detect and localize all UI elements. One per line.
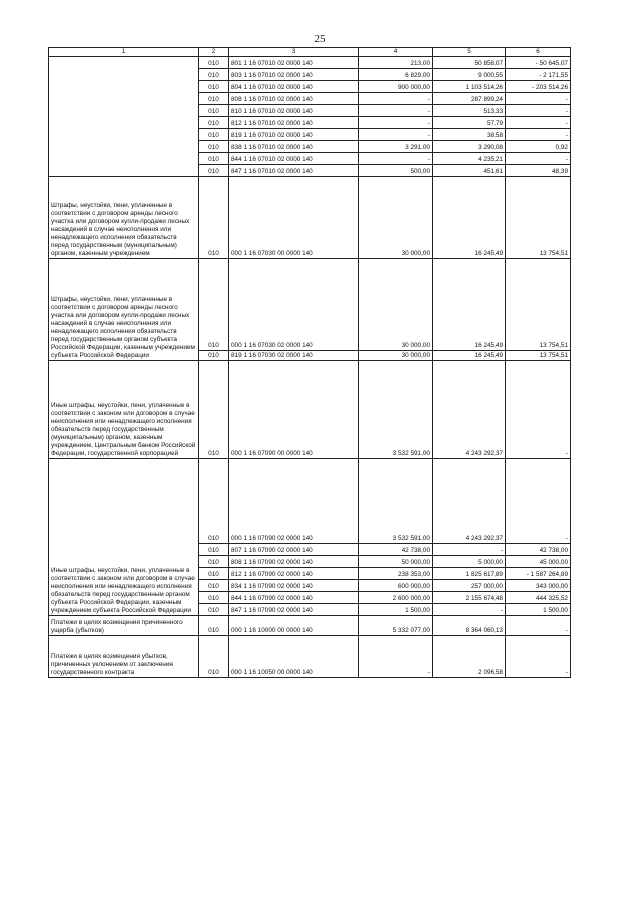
- unexecuted-amount-cell: - 50 645,07: [506, 57, 571, 69]
- budget-code-cell: 808 1 16 07090 02 0000 140: [229, 556, 359, 568]
- column-number-row: [49, 48, 571, 57]
- line-code-cell: 010: [199, 351, 229, 361]
- column-number-5: 5: [433, 48, 506, 57]
- approved-amount-cell: -: [359, 117, 433, 129]
- budget-code-cell: 000 1 16 07090 00 0000 140: [229, 361, 359, 459]
- unexecuted-amount-cell: -: [506, 117, 571, 129]
- unexecuted-amount-cell: 45 000,00: [506, 556, 571, 568]
- unexecuted-amount-cell: - 1 587 264,89: [506, 568, 571, 580]
- executed-amount-cell: 4 235,21: [433, 153, 506, 165]
- unexecuted-amount-cell: -: [506, 459, 571, 544]
- table-body: [49, 57, 571, 678]
- line-code-cell: 010: [199, 129, 229, 141]
- table-row: [49, 636, 571, 678]
- approved-amount-cell: 5 332 077,00: [359, 616, 433, 636]
- unexecuted-amount-cell: - 203 514,26: [506, 81, 571, 93]
- budget-code-cell: 812 1 16 07090 02 0000 140: [229, 568, 359, 580]
- budget-code-cell: 000 1 16 07090 02 0000 140: [229, 459, 359, 544]
- budget-code-cell: 819 1 16 07030 02 0000 140: [229, 351, 359, 361]
- executed-amount-cell: 8 364 060,13: [433, 616, 506, 636]
- column-number-1: 1: [49, 48, 199, 57]
- line-code-cell: 010: [199, 361, 229, 459]
- line-code-cell: 010: [199, 141, 229, 153]
- executed-amount-cell: 3 290,08: [433, 141, 506, 153]
- executed-amount-cell: 57,79: [433, 117, 506, 129]
- budget-code-cell: 819 1 16 07010 02 0000 140: [229, 129, 359, 141]
- approved-amount-cell: -: [359, 93, 433, 105]
- unexecuted-amount-cell: -: [506, 153, 571, 165]
- executed-amount-cell: 2 155 674,48: [433, 592, 506, 604]
- unexecuted-amount-cell: 1 500,00: [506, 604, 571, 616]
- unexecuted-amount-cell: 13 754,51: [506, 351, 571, 361]
- unexecuted-amount-cell: 48,39: [506, 165, 571, 177]
- executed-amount-cell: 257 000,00: [433, 580, 506, 592]
- executed-amount-cell: 287 899,24: [433, 93, 506, 105]
- line-code-cell: 010: [199, 81, 229, 93]
- executed-amount-cell: 16 245,49: [433, 177, 506, 259]
- budget-code-cell: 834 1 16 07090 02 0000 140: [229, 580, 359, 592]
- table-row: [49, 459, 571, 544]
- row-description: Платежи в целях возмещения причиненного ущерба (убытков): [49, 616, 199, 636]
- line-code-cell: 010: [199, 105, 229, 117]
- line-code-cell: 010: [199, 604, 229, 616]
- revenue-table: [48, 47, 571, 678]
- budget-code-cell: 847 1 16 07010 02 0000 140: [229, 165, 359, 177]
- unexecuted-amount-cell: 0,92: [506, 141, 571, 153]
- approved-amount-cell: 3 532 591,00: [359, 361, 433, 459]
- executed-amount-cell: -: [433, 544, 506, 556]
- executed-amount-cell: 1 103 514,26: [433, 81, 506, 93]
- unexecuted-amount-cell: -: [506, 636, 571, 678]
- executed-amount-cell: -: [433, 604, 506, 616]
- line-code-cell: 010: [199, 165, 229, 177]
- line-code-cell: 010: [199, 93, 229, 105]
- row-description: Штрафы, неустойки, пени, уплаченные в соответствии с договором аренды лесного участка или договором купли-продажи лесных насаждений в случае неисполнения или ненадлежащего исполнения обязательств перед государственным органом субъекта Российской Федерации, казенным учреждением субъекта Российской Федерации: [49, 259, 199, 361]
- unexecuted-amount-cell: -: [506, 93, 571, 105]
- budget-code-cell: 000 1 16 07030 02 0000 140: [229, 259, 359, 351]
- column-number-3: 3: [229, 48, 359, 57]
- approved-amount-cell: 42 738,00: [359, 544, 433, 556]
- budget-code-cell: 801 1 16 07010 02 0000 140: [229, 57, 359, 69]
- approved-amount-cell: -: [359, 105, 433, 117]
- budget-code-cell: 803 1 16 07010 02 0000 140: [229, 69, 359, 81]
- line-code-cell: 010: [199, 259, 229, 351]
- line-code-cell: 010: [199, 592, 229, 604]
- unexecuted-amount-cell: 343 000,00: [506, 580, 571, 592]
- approved-amount-cell: -: [359, 129, 433, 141]
- unexecuted-amount-cell: 13 754,51: [506, 177, 571, 259]
- budget-code-cell: 000 1 16 10050 00 0000 140: [229, 636, 359, 678]
- executed-amount-cell: 9 000,55: [433, 69, 506, 81]
- budget-code-cell: 838 1 16 07010 02 0000 140: [229, 141, 359, 153]
- page-number: 25: [314, 33, 326, 45]
- budget-code-cell: 847 1 16 07090 02 0000 140: [229, 604, 359, 616]
- line-code-cell: 010: [199, 153, 229, 165]
- executed-amount-cell: 5 000,00: [433, 556, 506, 568]
- approved-amount-cell: 3 291,00: [359, 141, 433, 153]
- approved-amount-cell: -: [359, 153, 433, 165]
- approved-amount-cell: 50 000,00: [359, 556, 433, 568]
- line-code-cell: 010: [199, 636, 229, 678]
- approved-amount-cell: 213,00: [359, 57, 433, 69]
- table-row: [49, 259, 571, 351]
- line-code-cell: 010: [199, 616, 229, 636]
- line-code-cell: 010: [199, 177, 229, 259]
- row-description: Иные штрафы, неустойки, пени, уплаченные в соответствии с законом или договором в случае неисполнения или ненадлежащего исполнения обязательств перед государственным (муниципальным) органом, казенным учреждением, Центральным банком Российской Федерации, государственной корпорацией: [49, 361, 199, 459]
- line-code-cell: 010: [199, 459, 229, 544]
- column-number-2: 2: [199, 48, 229, 57]
- column-number-4: 4: [359, 48, 433, 57]
- table-row: [49, 177, 571, 259]
- approved-amount-cell: 6 829,00: [359, 69, 433, 81]
- executed-amount-cell: 2 096,58: [433, 636, 506, 678]
- approved-amount-cell: -: [359, 636, 433, 678]
- executed-amount-cell: 16 245,49: [433, 351, 506, 361]
- line-code-cell: 010: [199, 57, 229, 69]
- approved-amount-cell: 1 500,00: [359, 604, 433, 616]
- line-code-cell: 010: [199, 568, 229, 580]
- executed-amount-cell: 38,58: [433, 129, 506, 141]
- budget-code-cell: 807 1 16 07090 02 0000 140: [229, 544, 359, 556]
- line-code-cell: 010: [199, 580, 229, 592]
- line-code-cell: 010: [199, 69, 229, 81]
- executed-amount-cell: 4 243 292,37: [433, 361, 506, 459]
- table-row: [49, 616, 571, 636]
- approved-amount-cell: 2 600 000,00: [359, 592, 433, 604]
- executed-amount-cell: 451,61: [433, 165, 506, 177]
- approved-amount-cell: 900 000,00: [359, 81, 433, 93]
- executed-amount-cell: 4 243 292,37: [433, 459, 506, 544]
- unexecuted-amount-cell: -: [506, 616, 571, 636]
- unexecuted-amount-cell: 444 325,52: [506, 592, 571, 604]
- row-description: Штрафы, неустойки, пени, уплаченные в соответствии с договором аренды лесного участка или договором купли-продажи лесных насаждений в случае неисполнения или ненадлежащего исполнения обязательств перед государственным (муниципальным) органом, казенным учреждением: [49, 177, 199, 259]
- table-row: [49, 57, 571, 69]
- table-row: [49, 361, 571, 459]
- column-number-6: 6: [506, 48, 571, 57]
- budget-code-cell: 808 1 16 07010 02 0000 140: [229, 93, 359, 105]
- approved-amount-cell: 600 000,00: [359, 580, 433, 592]
- unexecuted-amount-cell: 42 738,00: [506, 544, 571, 556]
- executed-amount-cell: 1 825 617,89: [433, 568, 506, 580]
- approved-amount-cell: 238 353,00: [359, 568, 433, 580]
- budget-code-cell: 000 1 16 07030 00 0000 140: [229, 177, 359, 259]
- approved-amount-cell: 30 000,00: [359, 177, 433, 259]
- budget-code-cell: 844 1 16 07090 02 0000 140: [229, 592, 359, 604]
- unexecuted-amount-cell: -: [506, 361, 571, 459]
- budget-code-cell: 844 1 16 07010 02 0000 140: [229, 153, 359, 165]
- unexecuted-amount-cell: -: [506, 105, 571, 117]
- line-code-cell: 010: [199, 544, 229, 556]
- executed-amount-cell: 513,33: [433, 105, 506, 117]
- unexecuted-amount-cell: -: [506, 129, 571, 141]
- approved-amount-cell: 500,00: [359, 165, 433, 177]
- budget-code-cell: 000 1 16 10000 00 0000 140: [229, 616, 359, 636]
- budget-code-cell: 804 1 16 07010 02 0000 140: [229, 81, 359, 93]
- row-description: Платежи в целях возмещения убытков, причиненных уклонением от заключения государственного контракта: [49, 636, 199, 678]
- approved-amount-cell: 30 000,00: [359, 259, 433, 351]
- executed-amount-cell: 16 245,49: [433, 259, 506, 351]
- row-description: Иные штрафы, неустойки, пени, уплаченные в соответствии с законом или договором в случае неисполнения или ненадлежащего исполнения обязательств перед государственным органом субъекта Российской Федерации, казенным учреждением субъекта Российской Федерации: [49, 459, 199, 616]
- unexecuted-amount-cell: 13 754,51: [506, 259, 571, 351]
- approved-amount-cell: 30 000,00: [359, 351, 433, 361]
- line-code-cell: 010: [199, 117, 229, 129]
- executed-amount-cell: 50 858,07: [433, 57, 506, 69]
- row-description: [49, 57, 199, 177]
- line-code-cell: 010: [199, 556, 229, 568]
- budget-code-cell: 810 1 16 07010 02 0000 140: [229, 105, 359, 117]
- approved-amount-cell: 3 532 591,00: [359, 459, 433, 544]
- unexecuted-amount-cell: - 2 171,55: [506, 69, 571, 81]
- budget-code-cell: 812 1 16 07010 02 0000 140: [229, 117, 359, 129]
